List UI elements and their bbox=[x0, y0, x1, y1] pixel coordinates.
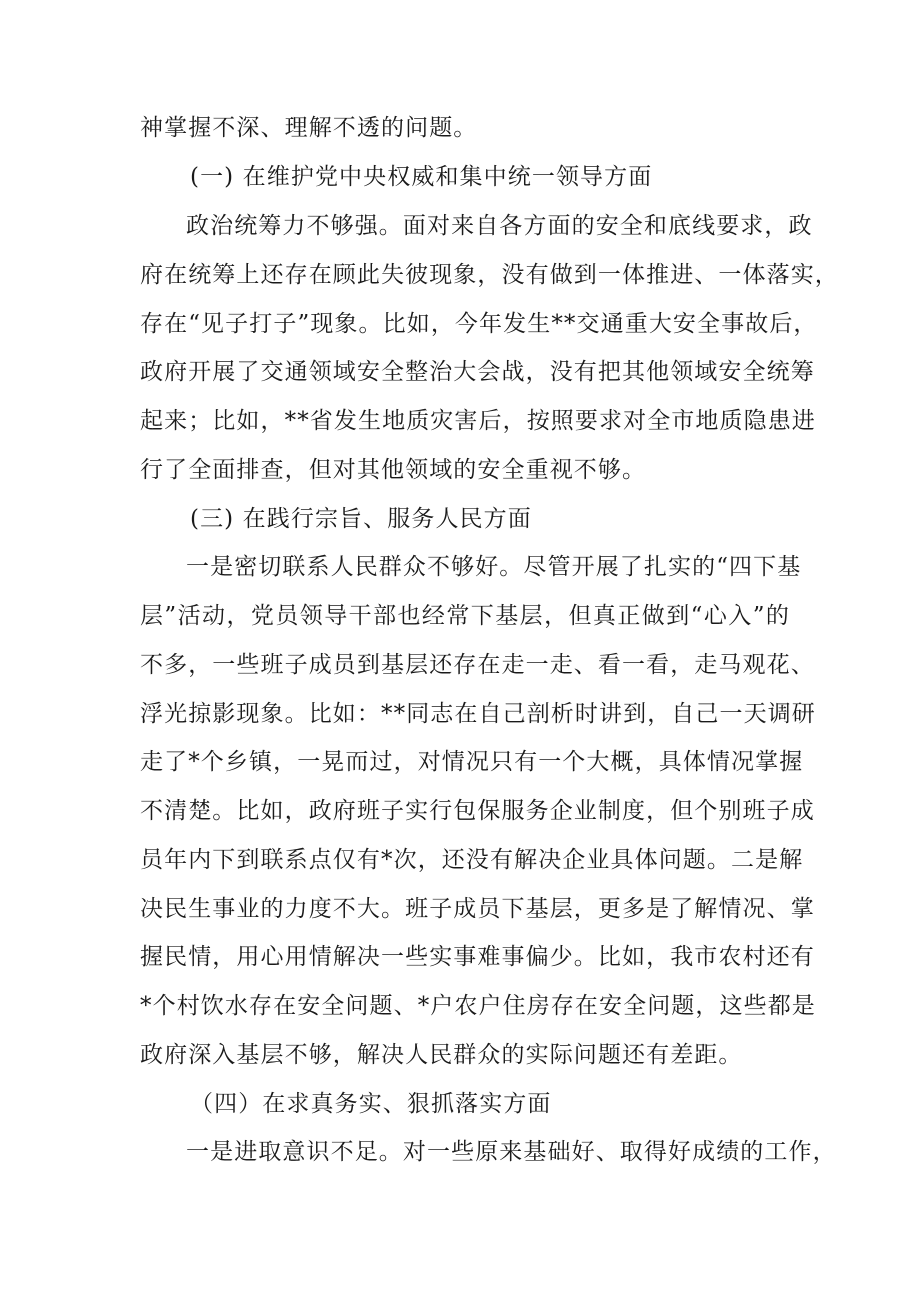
section-heading-4: （四）在求真务实、狠抓落实方面 bbox=[190, 1091, 552, 1117]
paragraph-line: 一是密切联系人民群众不够好。尽管开展了扎实的“四下基 bbox=[186, 554, 802, 580]
paragraph-line: 员年内下到联系点仅有*次，还没有解决企业具体问题。二是解 bbox=[140, 847, 804, 873]
paragraph-line: 府在统筹上还存在顾此失彼现象，没有做到一体推进、一体落实， bbox=[140, 262, 839, 288]
paragraph-line: 存在“见子打子”现象。比如，今年发生**交通重大安全事故后， bbox=[140, 311, 818, 337]
paragraph-line: *个村饮水存在安全问题、*户农户住房存在安全问题，这些都是 bbox=[140, 993, 816, 1019]
paragraph-line: 不多，一些班子成员到基层还存在走一走、看一看，走马观花、 bbox=[140, 652, 815, 678]
section-heading-1: (一) 在维护党中央权威和集中统一领导方面 bbox=[190, 164, 653, 190]
paragraph-line: 一是进取意识不足。对一些原来基础好、取得好成绩的工作， bbox=[186, 1139, 837, 1165]
paragraph-line: 政府开展了交通领域安全整治大会战，没有把其他领域安全统筹 bbox=[140, 359, 815, 385]
paragraph-line: 不清楚。比如，政府班子实行包保服务企业制度，但个别班子成 bbox=[140, 798, 815, 824]
section-heading-3: (三) 在践行宗旨、服务人民方面 bbox=[190, 506, 532, 532]
paragraph-line: 行了全面排查，但对其他领域的安全重视不够。 bbox=[140, 457, 647, 483]
paragraph-line: 浮光掠影现象。比如：**同志在自己剖析时讲到，自己一天调研 bbox=[140, 701, 816, 727]
paragraph-line: 政治统筹力不够强。面对来自各方面的安全和底线要求，政 bbox=[186, 213, 813, 239]
paragraph-line: 握民情，用心用情解决一些实事难事偏少。比如，我市农村还有 bbox=[140, 944, 815, 970]
paragraph-line: 走了*个乡镇，一晃而过，对情况只有一个大概，具体情况掌握 bbox=[140, 749, 804, 775]
paragraph-line: 起来；比如，**省发生地质灾害后，按照要求对全市地质隐患进 bbox=[140, 408, 816, 434]
paragraph-line: 决民生事业的力度不大。班子成员下基层，更多是了解情况、掌 bbox=[140, 896, 815, 922]
paragraph-line: 神掌握不深、理解不透的问题。 bbox=[140, 115, 478, 141]
paragraph-line: 层”活动，党员领导干部也经常下基层，但真正做到“心入”的 bbox=[140, 603, 790, 629]
paragraph-line: 政府深入基层不够，解决人民群众的实际问题还有差距。 bbox=[140, 1042, 743, 1068]
